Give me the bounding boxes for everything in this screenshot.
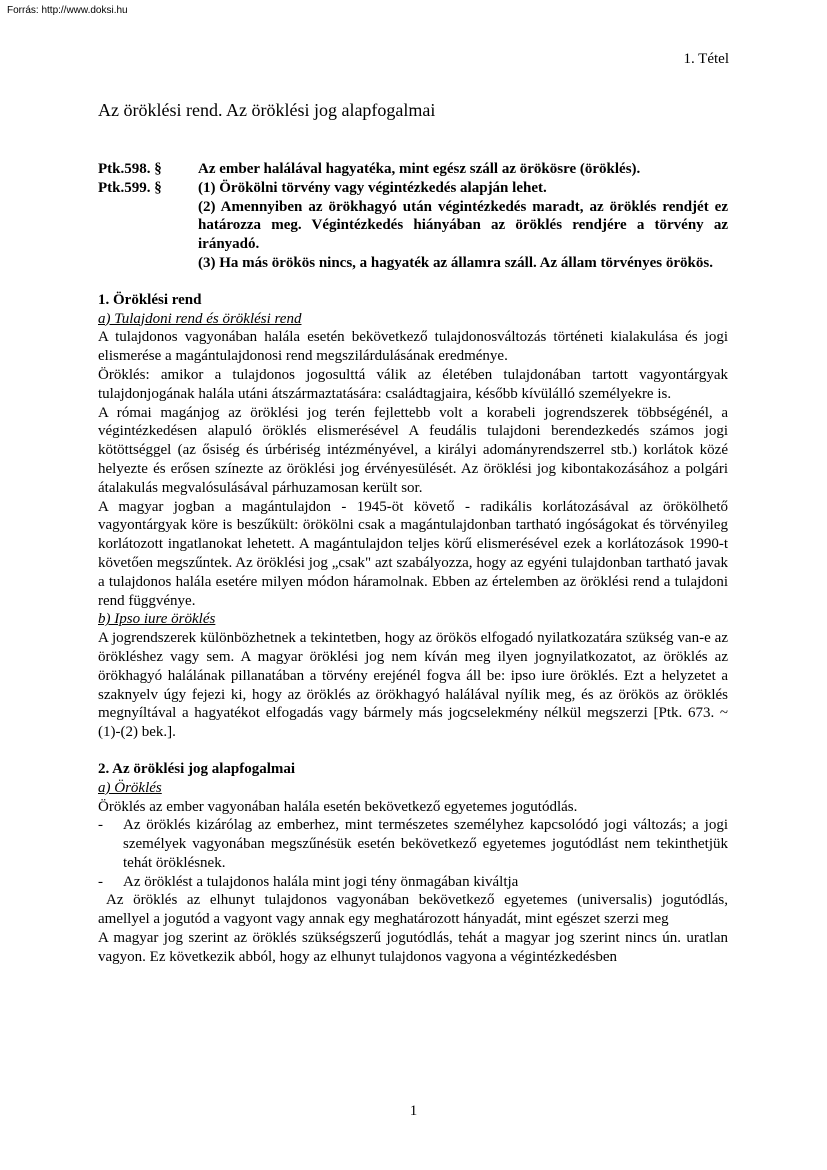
dash-list [98,816,728,891]
law-text [198,179,728,273]
section-1-heading: 1. Öröklési rend [98,291,202,308]
law-line: (3) Ha más örökös nincs, a hagyaték az államra száll. Az állam törvényes örökös. [198,254,713,271]
document-body [98,160,728,967]
law-line: (1) Örökölni törvény vagy végintézkedés alapján lehet. [198,179,547,196]
page-title: Az öröklési rend. Az öröklési jog alapfogalmai [98,100,436,120]
law-text [198,160,728,179]
page-number: 1 [409,1103,418,1119]
law-line: Az ember halálával hagyatéka, mint egész száll az örökösre (öröklés). [198,161,641,177]
paragraph: A magyar jog szerint az öröklés szükségszerű jogutódlás, tehát a magyar jog szerint nincs ún. uratlan vagyon. Ez következik abból, hogy az elhunyt tulajdonos vagyona a végintézkedésben [98,930,728,965]
list-item: - Az öröklés kizárólag az emberhez, mint természetes személyhez kapcsolódó jogi változás; a jogi személyek vagyonában megszűnésük esetén bekövetkező egyetemes jogutódlást nem tekinthetjük tehát öröklésnek. [98,816,728,872]
law-598 [98,160,728,179]
tetel-label: 1. Tétel [683,51,729,67]
paragraph: A római magánjog az öröklési jog terén fejlettebb volt a korabeli jogrendszerek többségénél, a végintézkedésen alapuló öröklés elismerésével A feudális tulajdoni berendezkedés számos jogi kötöttséggel (az ősiség és úrbériség intézményével, a királyi adományrendszerrel stb.) korlátok közé helyezte és erősen színezte az öröklési jog érvényesülését. Az öröklési jog kibontakozásához a polgári átalakulás megvalósulásával párhuzamosan került sor. [98,404,728,496]
law-ref: Ptk.598. § [98,161,162,177]
section-2-heading: 2. Az öröklési jog alapfogalmai [98,760,296,777]
law-ref: Ptk.599. § [98,179,162,196]
paragraph: Az öröklés az elhunyt tulajdonos vagyonában bekövetkező egyetemes (universalis) jogutódlás, amellyel a jogutód a vagyont vagy annak egy meghatározott hányadát, mint egészet szerzi meg [98,892,728,928]
section-2a-subheading: a) Öröklés [98,779,162,796]
law-599 [98,179,728,273]
section-1a-subheading: a) Tulajdoni rend és öröklési rend [98,310,302,327]
section-1b-subheading: b) Ipso iure öröklés [98,611,216,628]
paragraph: Öröklés: amikor a tulajdonos jogosulttá válik az életében tulajdonában tartott vagyontárgyak tulajdonjogának halála utáni átszármaztatására: családtagjaira, később kívülálló személyekre is. [98,366,728,402]
source-note: Forrás: http://www.doksi.hu [7,5,128,16]
paragraph: A magyar jogban a magántulajdon - 1945-öt követő - radikális korlátozásával az örökölhető vagyontárgyak köre is beszűkült: örökölni csak a magántulajdonban tartható ingóságokat és törvényileg korlátozott ingatlanokat lehetett. A magántulajdon teljes körű elismerésével ezek a korlátozások 1990-t követően megszűntek. Az öröklési jog „csak" azt szabályozza, hogy az egyéni tulajdonban tartható javak a tulajdonos halála esetére milyen módon háramolnak. Ebben az értelemben az öröklési rend a tulajdoni rend függvénye. [98,498,728,609]
list-item: - Az öröklést a tulajdonos halála mint jogi tény önmagában kiváltja [98,873,728,892]
paragraph: A jogrendszerek különbözhetnek a tekintetben, hogy az örökös elfogadó nyilatkozatára szükség van-e az örökléshez vagy sem. A magyar öröklési jog nem kíván meg ilyen jognyilatkozatot, az öröklés az örökhagyó halálának pillanatában a törvény erejénél fogva áll be: ipso iure öröklés. Ezt a helyzetet a szaknyelv úgy fejezi ki, hogy az öröklés az örökhagyó halálával nyílik meg, és az örökös az öröklés megnyíltával a hagyatékot elfogadás vagy bármely más jogcselekmény nélkül megszerzi [Ptk. 673. ~ (1)-(2) bek.]. [98,630,728,741]
law-line: (2) Amennyiben az örökhagyó után végintézkedés maradt, az öröklés rendjét ez határozza meg. Végintézkedés hiányában az öröklés rendjére a törvény az irányadó. [198,198,728,253]
paragraph: A tulajdonos vagyonában halála esetén bekövetkező tulajdonosváltozás történeti kialakulása és jogi elismerése a magántulajdonosi rend megszilárdulásának eredménye. [98,329,728,365]
paragraph: Öröklés az ember vagyonában halála esetén bekövetkező egyetemes jogutódlás. [98,798,578,815]
